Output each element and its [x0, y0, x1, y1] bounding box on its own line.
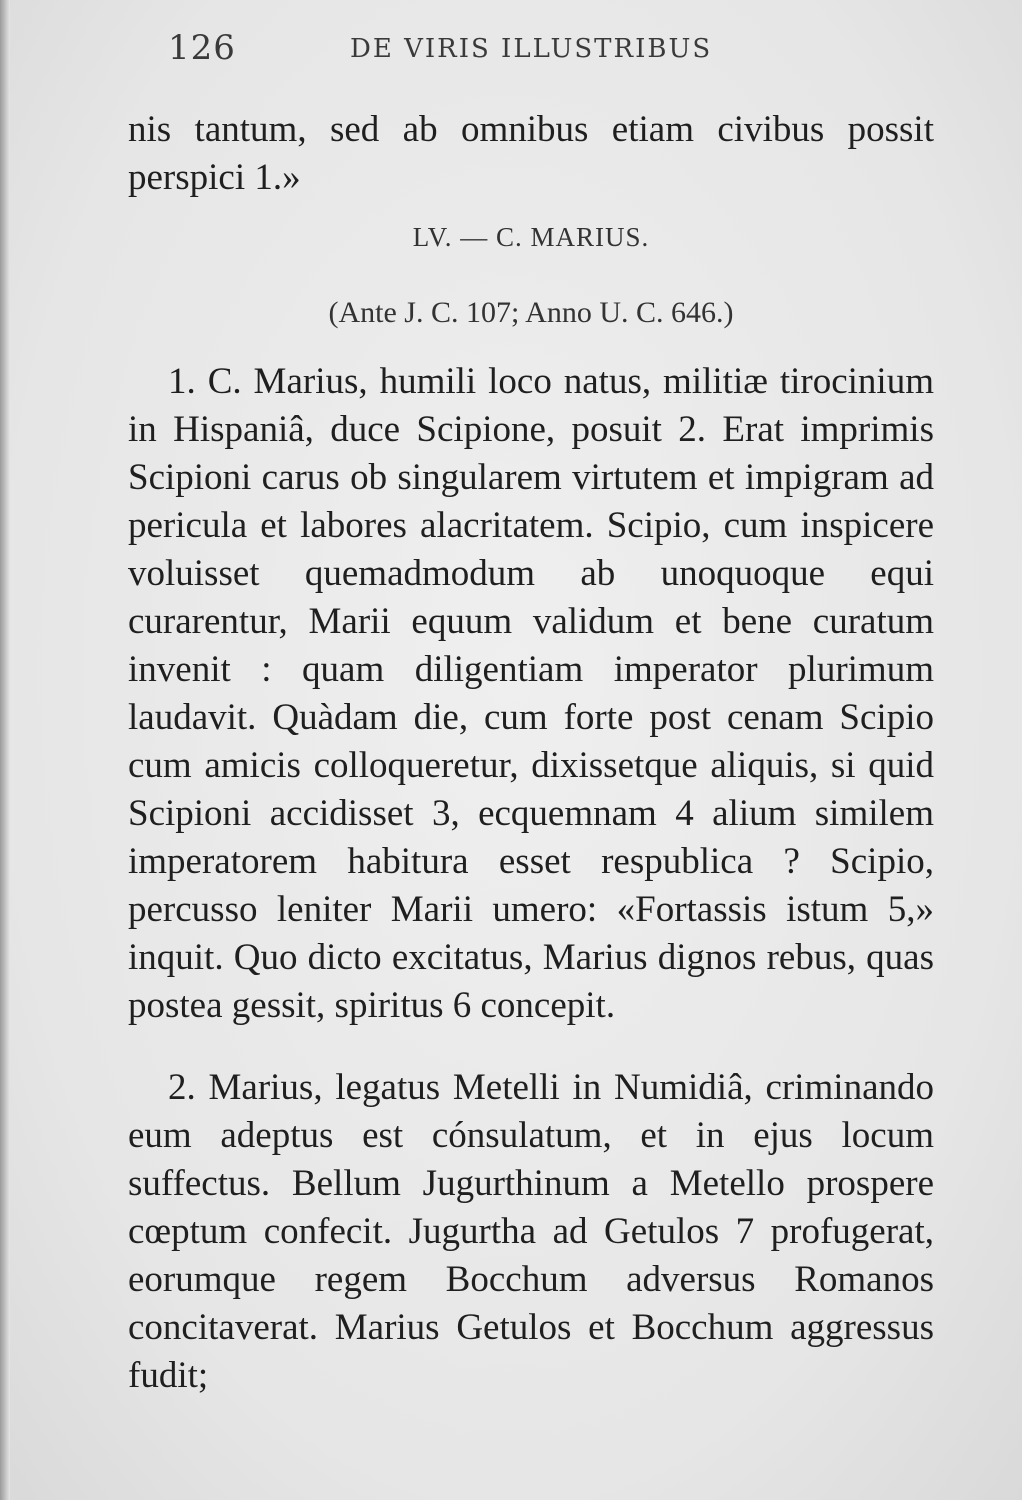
page-edge-shadow	[0, 0, 10, 1500]
chapter-heading: LV. — C. MARIUS.	[412, 222, 650, 252]
paragraph-1: 1. C. Marius, humili loco natus, militiæ tirocinium in Hispaniâ, duce Scipione, posuit 2. Erat imprimis Scipioni carus ob singularem virtutem et impigram ad pericula et labores alacritatem. Scipio, cum inspicere voluisset quemadmodum ab unoquoque equi curarentur, Marii equum validum et bene curatum invenit : quam diligentiam imperator plurimum laudavit. Quàdam die, cum forte post cenam Scipio cum amicis colloqueretur, dixissetque aliquis, si quid Scipioni accidisset 3, ecquemnam 4 alium similem imperatorem habitura esset respublica ? Scipio, percusso leniter Marii umero: «Fortassis istum 5,» inquit. Quo dicto excitatus, Marius dignos rebus, quas postea gessit, spiritus 6 concepit.	[128, 361, 934, 1026]
paragraph-2: 2. Marius, legatus Metelli in Numidiâ, criminando eum adeptus est cónsulatum, et in ejus locum suffectus. Bellum Jugurthinum a Metello prospere cœptum confecit. Jugurtha ad Getulos 7 profugerat, eorumque regem Bocchum adversus Romanos concitaverat. Marius Getulos et Bocchum aggressus fudit;	[128, 1067, 934, 1396]
page-number: 126	[168, 28, 236, 68]
continuation-text: nis tantum, sed ab omnibus etiam civibus possit perspici 1.»	[128, 109, 934, 198]
running-title: DE VIRIS ILLUSTRIBUS	[350, 34, 713, 64]
chapter-dates: (Ante J. C. 107; Anno U. C. 646.)	[328, 296, 734, 329]
page-header	[168, 28, 928, 68]
